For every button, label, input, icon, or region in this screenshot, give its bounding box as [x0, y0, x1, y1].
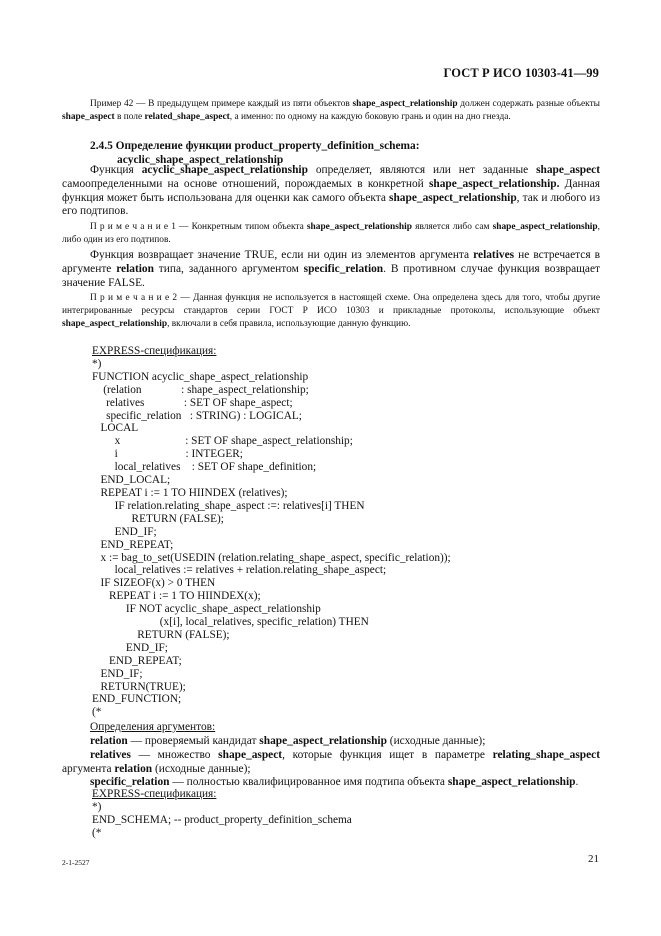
code-line: REPEAT i := 1 TO HIINDEX(x); — [92, 590, 261, 603]
note-text: является либо сам — [411, 222, 493, 232]
code-line: IF relation.relating_shape_aspect :=: relatives[i] THEN — [92, 499, 365, 512]
arg-name: specific_relation — [90, 776, 170, 788]
desc-term: shape_aspect — [536, 164, 601, 176]
comment-close-marker: *) — [92, 357, 102, 370]
desc-text: , так и любого из его подтипов. — [62, 191, 600, 218]
document-header: ГОСТ Р ИСО 10303-41—99 — [443, 66, 599, 80]
code-line: END_LOCAL; — [92, 474, 171, 487]
arg-text: (исходные данные); — [386, 735, 486, 747]
example-text: в поле — [114, 112, 145, 123]
arg-name: relation — [90, 735, 128, 747]
code-line: local_relatives : SET OF shape_definition; — [92, 461, 317, 474]
example-text: Пример 42 — В предыдущем примере каждый из пяти объектов — [90, 99, 353, 109]
comment-close-marker: *) — [92, 800, 102, 813]
code-line: i : INTEGER; — [92, 448, 243, 461]
code-line: END_REPEAT; — [92, 654, 182, 667]
example-term: shape_aspect_relationship — [352, 99, 458, 109]
return-description — [62, 249, 600, 290]
arg-term: shape_aspect_relationship — [259, 735, 387, 747]
page-number: 21 — [588, 853, 599, 865]
function-description — [62, 164, 600, 219]
returns-text: . В противном случае функция возвращает значение FALSE. — [62, 262, 600, 289]
code-line: (* — [92, 706, 102, 719]
arg-term: relation — [114, 762, 153, 775]
express-tail-block — [92, 788, 592, 840]
code-line: END_IF; — [92, 525, 157, 538]
example-text: , а именно: по одному на каждую боковую грань и один на дно гнезда. — [229, 112, 511, 123]
arg-text: — проверяемый кандидат — [127, 735, 260, 747]
desc-text: Данная функция может быть использована для оценки как самого объекта — [62, 177, 600, 204]
returns-text: не встречается в аргументе — [62, 249, 601, 275]
note-2 — [62, 292, 600, 332]
note-term: shape_aspect_relationship — [62, 319, 168, 330]
section-title: 2.4.5 Определение функции product_property_definition_schema: — [90, 140, 420, 152]
arg-text: , которые функция ищет в параметре — [282, 749, 493, 761]
note-term: shape_aspect_relationship — [306, 222, 412, 232]
code-line: IF NOT acyclic_shape_aspect_relationship — [92, 603, 321, 616]
example-term: shape_aspect — [62, 112, 115, 123]
arg-text: — полностью квалифицированное имя подтипа объекта — [169, 776, 448, 788]
desc-term: acyclic_shape_aspect_relationship — [141, 164, 308, 176]
code-line: END_REPEAT; — [92, 538, 174, 551]
desc-term: shape_aspect_relationship — [389, 191, 517, 204]
arg-text: — множество — [130, 749, 219, 761]
code-line: x : SET OF shape_aspect_relationship; — [92, 435, 353, 448]
desc-text: определяет, являются или нет заданные — [307, 164, 537, 176]
code-line: local_relatives := relatives + relation.relating_shape_aspect; — [92, 564, 387, 577]
returns-term: specific_relation — [303, 262, 384, 275]
example-term: related_shape_aspect — [144, 112, 230, 123]
returns-text: типа, заданного аргументом — [153, 262, 304, 275]
code-line: (relation : shape_aspect_relationship; — [92, 383, 309, 396]
footer-print-code: 2-1-2527 — [62, 858, 90, 867]
code-lines — [92, 371, 592, 719]
code-line: END_IF; — [92, 667, 143, 680]
express-spec-label: EXPRESS-спецификация: — [92, 345, 217, 357]
returns-text: Функция возвращает значение TRUE, если ни один из элементов аргумента — [90, 249, 474, 261]
code-line: x := bag_to_set(USEDIN (relation.relating_shape_aspect, specific_relation)); — [92, 551, 451, 564]
desc-term: shape_aspect_relationship. — [428, 177, 560, 190]
code-line: (x[i], local_relatives, specific_relation) THEN — [92, 616, 369, 629]
end-schema-line: END_SCHEMA; -- product_property_definition_schema — [92, 813, 352, 826]
comment-open-marker: (* — [92, 826, 102, 839]
desc-text: Функция — [90, 164, 142, 176]
code-line: FUNCTION acyclic_shape_aspect_relationship — [92, 370, 309, 383]
section-title-line2: acyclic_shape_aspect_relationship — [117, 153, 284, 166]
code-line: END_IF; — [92, 641, 168, 654]
arg-term: shape_aspect_relationship — [447, 776, 576, 788]
argument-relation — [62, 735, 600, 749]
express-code-block — [92, 345, 592, 719]
code-line: RETURN (FALSE); — [92, 628, 230, 641]
returns-term: relatives — [473, 249, 515, 261]
code-line: relatives : SET OF shape_aspect; — [92, 396, 293, 409]
example-text: должен содержать разные объекты — [457, 99, 600, 109]
arg-term: shape_aspect — [218, 749, 283, 761]
example-42 — [62, 98, 600, 124]
code-line: specific_relation : STRING) : LOGICAL; — [92, 409, 302, 422]
note-text: , включали в себя правила, использующие данную функцию. — [167, 319, 411, 330]
argument-definitions — [90, 721, 600, 735]
arg-text: . — [575, 776, 579, 788]
note-text: П р и м е ч а н и е 2 — Данная функция не используется в настоящей схеме. Она определена здесь для того, чтобы другие интегрированные ресурсы стандартов серии ГОСТ Р ИСО 10303 и прикладные протоколы, использующие объект — [62, 293, 600, 317]
returns-term: relation — [116, 262, 154, 275]
code-line: RETURN(TRUE); — [92, 680, 186, 693]
express-spec-label: EXPRESS-спецификация: — [92, 788, 217, 800]
argument-relatives — [62, 749, 600, 777]
code-line: LOCAL — [92, 422, 139, 435]
note-text: П р и м е ч а н и е 1 — Конкретным типом объекта — [90, 222, 307, 232]
note-1 — [62, 221, 600, 247]
desc-text: самоопределенными на основе отношений, порождаемых в конкретной — [62, 177, 429, 190]
arg-term: relating_shape_aspect — [492, 749, 600, 761]
code-line: RETURN (FALSE); — [92, 512, 224, 525]
arg-name: relatives — [90, 749, 131, 761]
arg-text: аргумента — [62, 762, 115, 775]
code-line: IF SIZEOF(x) > 0 THEN — [92, 577, 216, 590]
note-term: shape_aspect_relationship — [492, 222, 598, 232]
arguments-label: Определения аргументов: — [90, 721, 216, 733]
arg-text: (исходные данные); — [152, 762, 251, 775]
code-line: REPEAT i := 1 TO HIINDEX (relatives); — [92, 486, 288, 499]
note-text: , либо один из его подтипов. — [62, 222, 600, 246]
code-line: END_FUNCTION; — [92, 693, 182, 706]
